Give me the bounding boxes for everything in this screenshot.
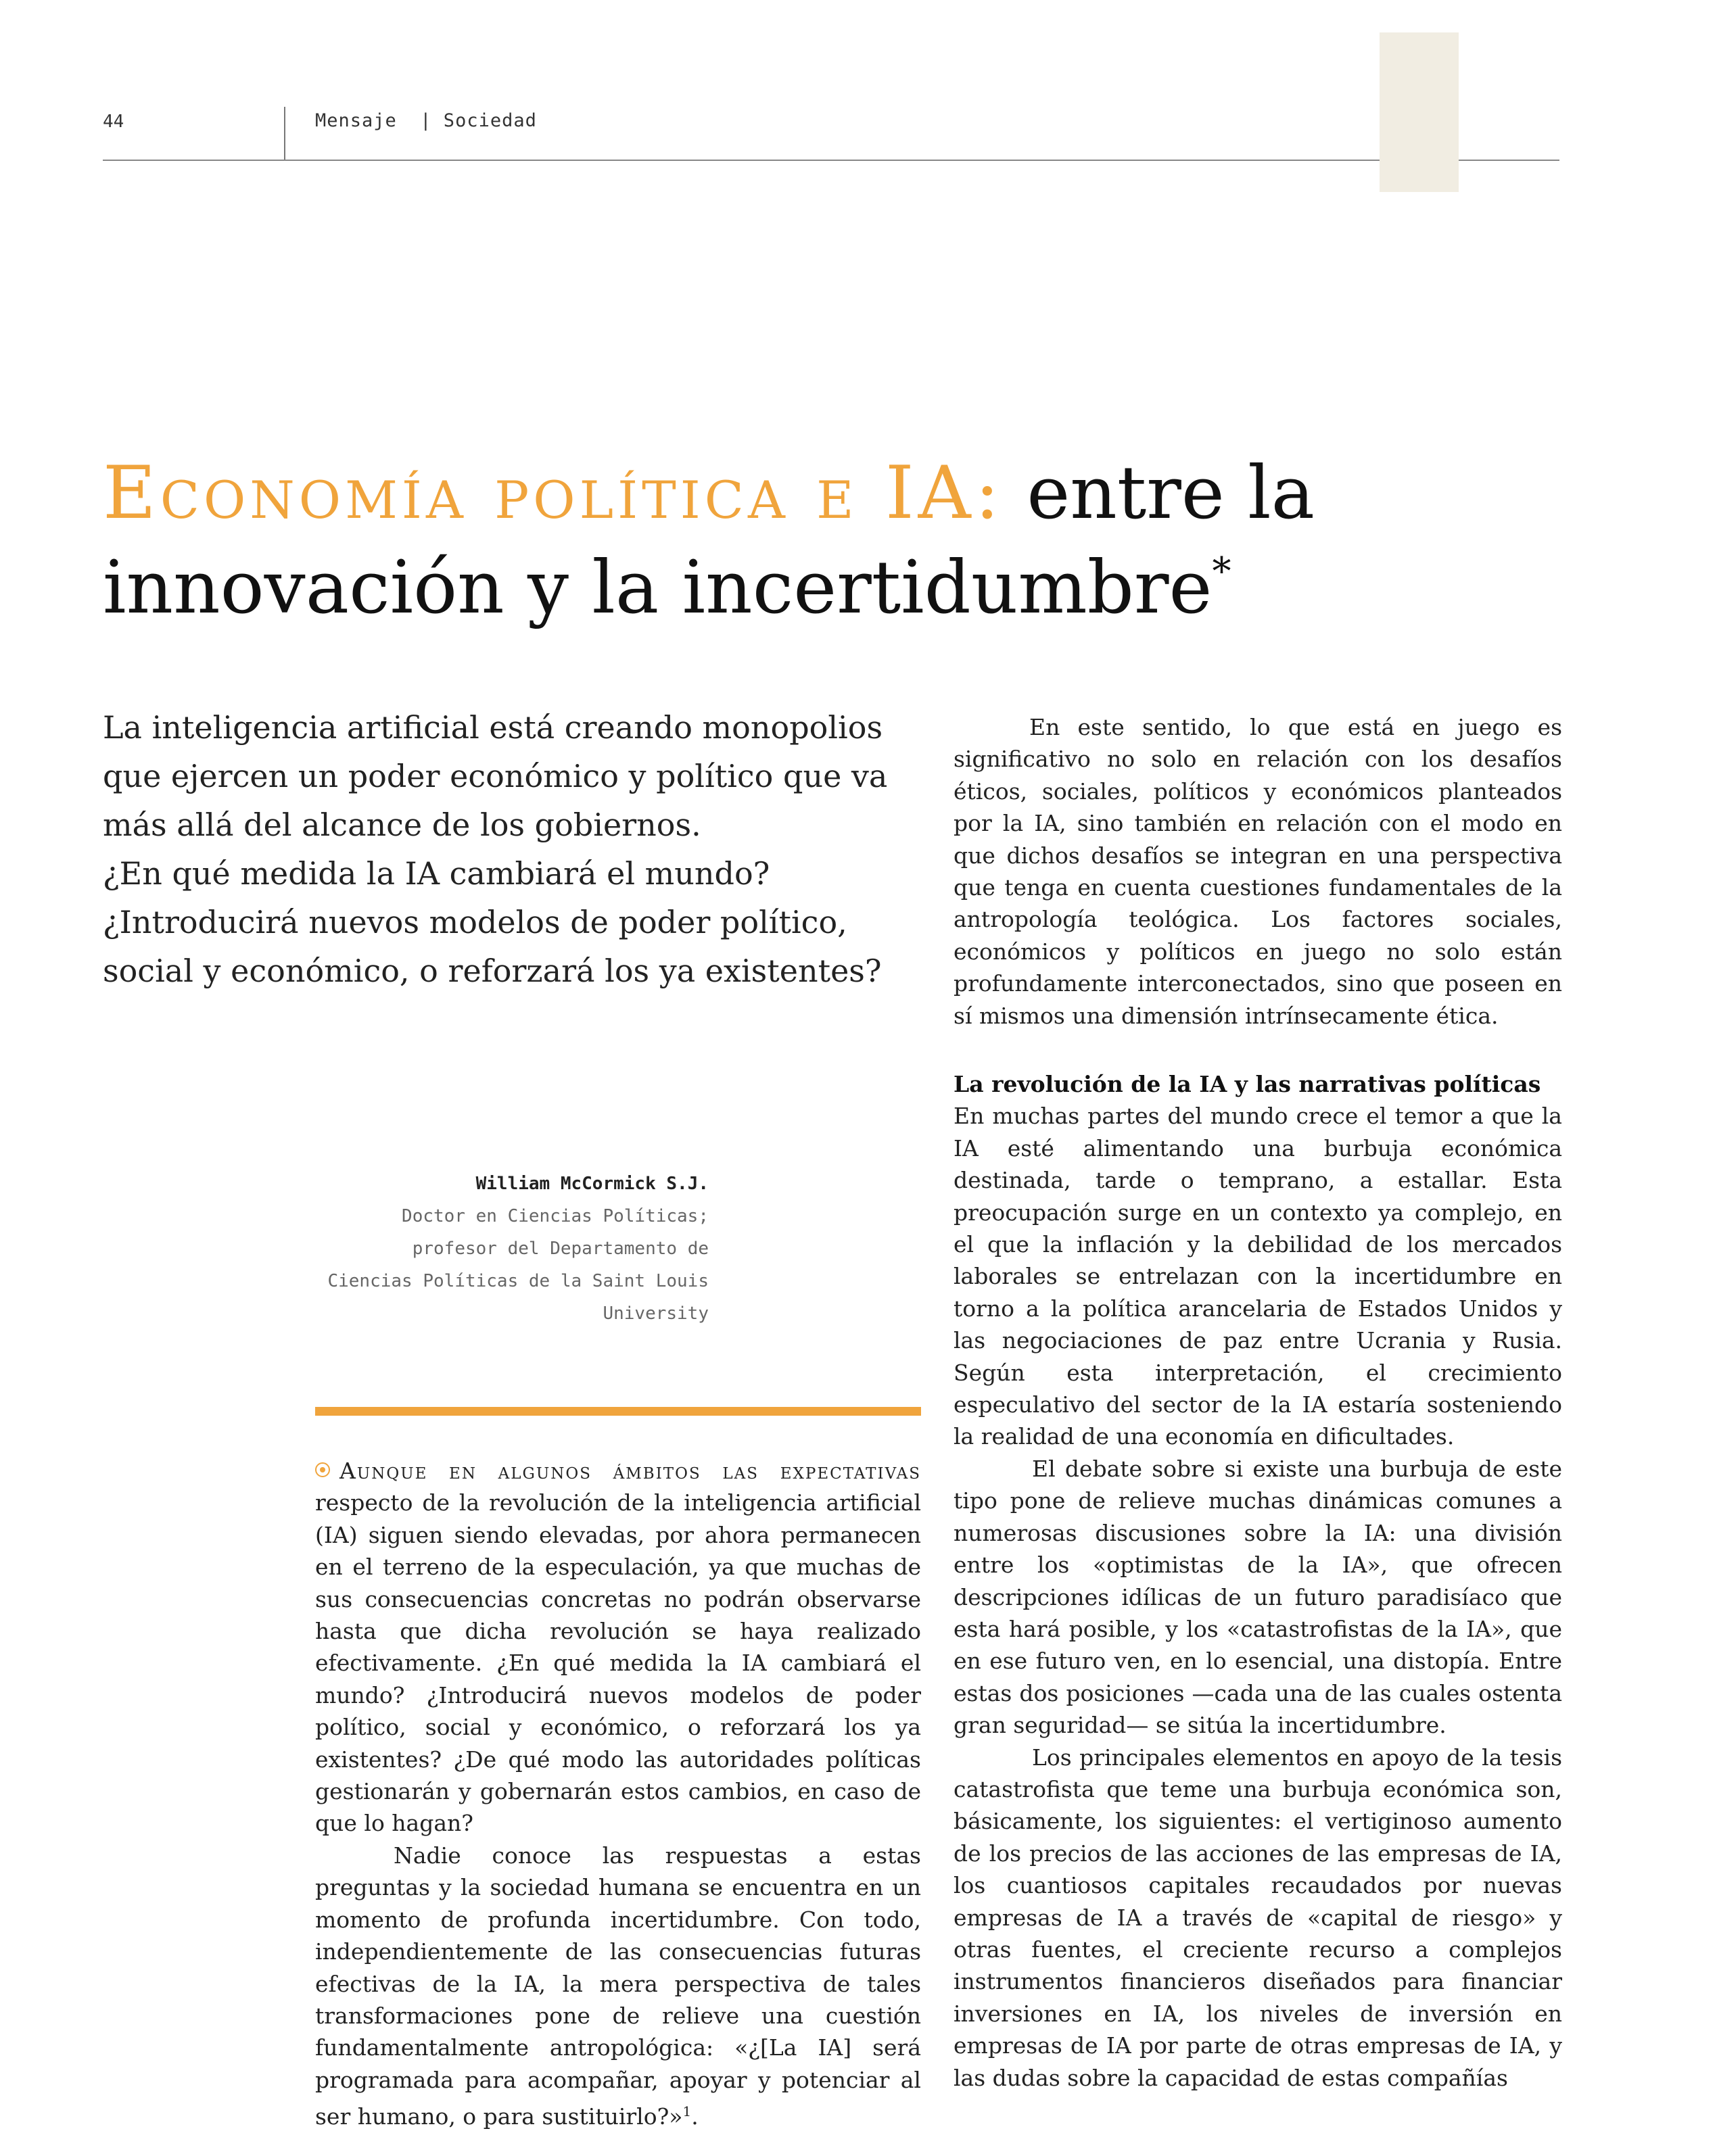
body-right-paragraph-3: Los principales elementos en apoyo de la tesis catastrofista que teme una burbuja económica son, básicamente, los siguientes: el vertiginoso aumento de los precios de las acciones de las empresas de IA, los cuantiosos capitales recaudados por nuevas empresas de IA a través de «capital de riesgo» y otras fuentes, el creciente recurso a complejos instrumentos financieros diseñados para financiar inversiones en IA, los niveles de inversión en empresas de IA por parte de otras empresas de IA, y las dudas sobre la capacidad de estas compañías xyxy=(954,1744,1562,2091)
intro-right-column xyxy=(954,711,1562,1032)
page-number: 44 xyxy=(103,112,124,132)
title-line1-rest: entre la xyxy=(1004,451,1315,535)
section-heading: La revolución de la IA y las narrativas políticas xyxy=(954,1071,1541,1097)
title-line2: innovación y la incertidumbre xyxy=(103,546,1213,630)
body-left-column xyxy=(315,1455,921,2133)
author-block xyxy=(325,1168,709,1330)
body-right-paragraph-1: En muchas partes del mundo crece el temor a que la IA esté alimentando una burbuja económica destinada, tarde o temprano, a estallar. Esta preocupación surge en un contexto ya complejo, en el que la inflación y la debilidad de los mercados laborales se entrelazan con la incertidumbre en torno a la política arancelaria de Estados Unidos y las negociaciones de paz entre Ucrania y Rusia. Según esta interpretación, el crecimiento especulativo del sector de la IA estaría sosteniendo la realidad de una economía en dificultades. xyxy=(954,1103,1562,1450)
body-left-paragraph-1-text: respecto de la revolución de la inteligencia artificial (IA) siguen siendo elevadas, por ahora permanecen en el terreno de la especulación, ya que muchas de sus consecuencias concretas no podrán observarse hasta que dicha revolución se haya realizado efectivamente. ¿En qué medida la IA cambiará el mundo? ¿Introducirá nuevos modelos de poder político, social y económico, o reforzará los ya existentes? ¿De qué modo las autoridades políticas gestionarán y gobernarán estos cambios, en caso de que lo hagan? xyxy=(315,1489,921,1837)
body-left-paragraph-1 xyxy=(315,1455,921,1840)
lead-paragraph-2: ¿En qué medida la IA cambiará el mundo? ¿Introducirá nuevos modelos de poder político, social y económico, o reforzará los ya existentes? xyxy=(103,855,882,989)
lead-in-caps: Aunque en algunos ámbitos las expectativas xyxy=(339,1458,921,1484)
header-divider xyxy=(284,107,285,161)
body-right-column xyxy=(954,1068,1562,2094)
lead-paragraph-1: La inteligencia artificial está creando monopolios que ejercen un poder económico y político que va más allá del alcance de los gobiernos. xyxy=(103,709,888,843)
section-divider xyxy=(315,1407,921,1416)
article-lead xyxy=(103,703,921,995)
title-footnote-mark: * xyxy=(1212,550,1231,594)
ornament-icon xyxy=(315,1462,330,1477)
section-label: Mensaje | Sociedad xyxy=(315,110,537,131)
author-bio: Doctor en Ciencias Políticas; profesor del Departamento de Ciencias Políticas de la Saint Louis University xyxy=(327,1206,709,1324)
header-rule xyxy=(103,160,1559,161)
page-tab-marker xyxy=(1380,32,1459,192)
intro-right-paragraph: En este sentido, lo que está en juego es significativo no solo en relación con los desafíos éticos, sociales, políticos y económicos planteados por la IA, sino también en relación con el modo en que dichos desafíos se integran en una perspectiva que tenga en cuenta cuestiones fundamentales de la antropología teológica. Los factores sociales, económicos y políticos en juego no solo están profundamente interconectados, sino que poseen en sí mismos una dimensión intrínsecamente ética. xyxy=(954,714,1562,1029)
title-accent: Economía política e IA: xyxy=(103,451,1004,535)
body-left-paragraph-2-text: Nadie conoce las respuestas a estas preguntas y la sociedad humana se encuentra en un momento de profunda incertidumbre. Con todo, independientemente de las consecuencias futuras efectivas de la IA, la mera perspectiva de tales transformaciones pone de relieve una cuestión fundamentalmente antropológica: «¿[La IA] será programada para acompañar, apoyar y potenciar al ser humano, o para sustituirlo?» xyxy=(315,1842,921,2130)
author-name: William McCormick S.J. xyxy=(475,1174,709,1194)
body-left-paragraph-2 xyxy=(315,1840,921,2133)
body-left-paragraph-2-end: . xyxy=(691,2103,699,2130)
article-title xyxy=(103,446,1455,636)
body-right-paragraph-2: El debate sobre si existe una burbuja de este tipo pone de relieve muchas dinámicas comunes a numerosas discusiones sobre la IA: una división entre los «optimistas de la IA», que ofrecen descripciones idílicas de un futuro paradisíaco que esta hará posible, y los «catastrofistas de la IA», que en ese futuro ven, en lo esencial, una distopía. Entre estas dos posiciones —cada una de las cuales ostenta gran seguridad— se sitúa la incertidumbre. xyxy=(954,1455,1562,1739)
footnote-ref: 1 xyxy=(682,2103,692,2120)
